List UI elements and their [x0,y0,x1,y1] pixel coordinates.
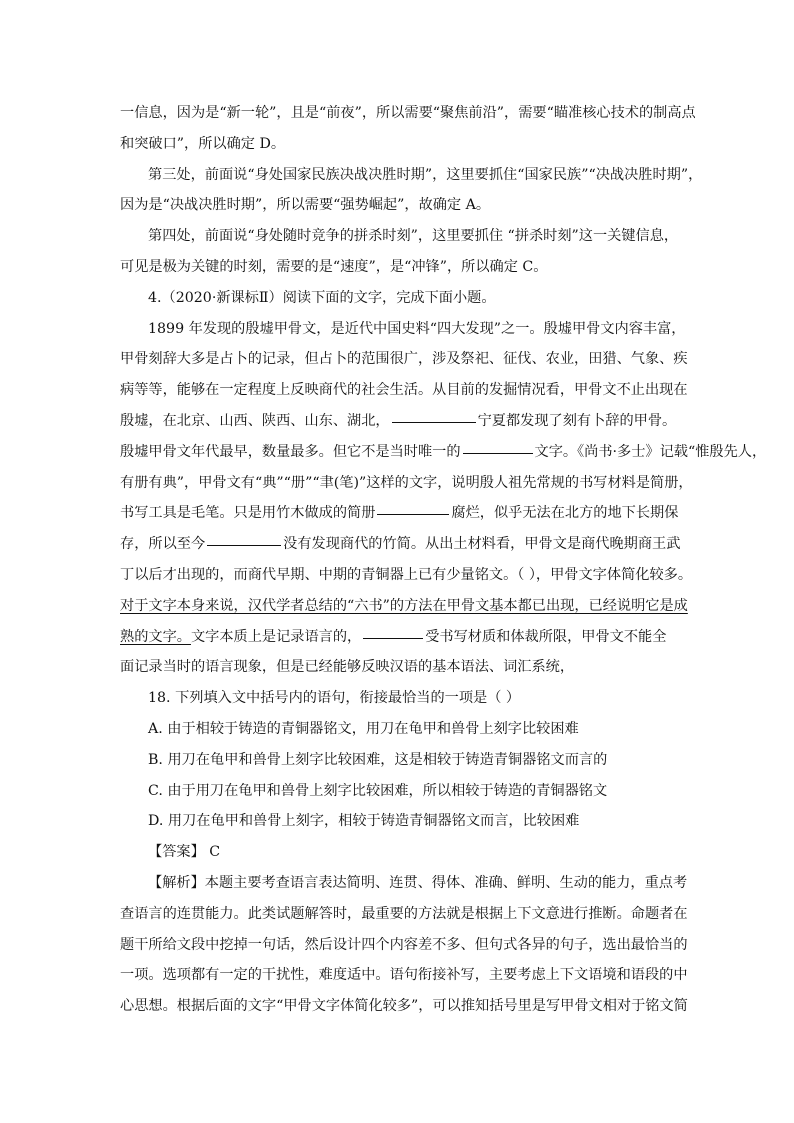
passage-segment: 书写工具是毛笔。只是用竹木做成的简册 [120,505,376,522]
option-d: D. 用刀在龟甲和兽骨上刻字，相较于铸造青铜器铭文而言，比较困难 [148,813,580,830]
passage-line: 甲骨刻辞大多是占卜的记录，但占卜的范围很广，涉及祭祀、征伐、农业，田猎、气象、疾 [120,351,688,368]
fill-blank [377,513,449,515]
passage-line [120,529,680,560]
passage-line: 面记录当时的语言现象，但是已经能够反映汉语的基本语法、词汇系统， [120,659,575,676]
passage-segment: 殷墟，在北京、山西、陕西、山东、湖北， [120,412,390,429]
passage-segment: 没有发现商代的竹简。从出土材料看，甲骨文是商代晚期商王武 [283,536,681,553]
option-c: C. 由于用刀在龟甲和兽骨上刻字比较困难，所以相较于铸造的青铜器铭文 [148,782,608,799]
question-stem: 18. 下列填入文中括号内的语句，衔接最恰当的一项是（ ） [148,690,521,707]
analysis-line: 心思想。根据后面的文字“甲骨文字体简化较多”，可以推知括号里是写甲骨文相对于铭文简 [120,998,688,1015]
document-body [120,98,767,1022]
fill-blank [363,637,423,639]
text-line: 和突破口”，所以确定 D。 [120,135,286,152]
passage-segment: 宁夏都发现了刻有卜辞的甲骨。 [477,412,677,429]
option-a: A. 由于相较于铸造的青铜器铭文，用刀在龟甲和兽骨上刻字比较困难 [148,720,579,737]
passage-segment: 文字本质上是记录语言的， [190,628,362,645]
passage-segment: 存，所以至今 [120,536,206,553]
passage-line: 病等等，能够在一定程度上反映商代的社会生活。从目前的发掘情况看，甲骨文不止出现在 [120,382,688,399]
text-line: 第四处，前面说“身处随时竞争的拼杀时刻”，这里要抓住 “拼杀时刻”这一关键信息， [148,228,679,245]
text-line: 可见是极为关键的时刻，需要的是“速度”，是“冲锋”，所以确定 C。 [120,258,548,275]
analysis-line: 查语言的连贯能力。此类试题解答时，最重要的方法就是根据上下文意进行推断。命题者在 [120,905,688,922]
analysis-line: 【解析】本题主要考查语言表达简明、连贯、得体、准确、鲜明、生动的能力，重点考 [148,874,688,891]
passage-line-underlined: 对于文字本身来说，汉代学者总结的“六书”的方法在甲骨文基本都已出现，已经说明它是成 [120,597,688,614]
passage-line [120,498,680,529]
passage-line [120,437,767,468]
passage-line [120,622,680,653]
answer-line [120,837,680,868]
passage-segment: 殷墟甲骨文年代最早，数量最多。但它不是当时唯一的 [120,443,461,460]
fill-blank [392,421,476,423]
answer-value: C [209,844,221,861]
fill-blank [207,544,281,546]
option-b: B. 用刀在龟甲和兽骨上刻字比较困难，这是相较于铸造青铜器铭文而言的 [148,751,608,768]
question-header: 4.（2020·新课标Ⅱ）阅读下面的文字，完成下面小题。 [148,289,496,306]
text-line: 第三处，前面说“身处国家民族决战决胜时期”，这里要抓住“国家民族”“决战决胜时期”， [148,166,703,183]
text-line: 一信息，因为是“新一轮”，且是“前夜”，所以需要“聚焦前沿”，需要“瞄准核心技术的制高点 [120,105,696,121]
passage-line [120,406,680,437]
passage-line: 丁以后才出现的，而商代早期、中期的青铜器上已有少量铭文。（ ），甲骨文字体简化较多。 [120,566,693,583]
analysis-line: 一项。选项都有一定的干扰性，难度适中。语句衔接补写，主要考虑上下文语境和语段的中 [120,967,688,984]
passage-line: 有册有典”，甲骨文有“典”“册”“聿(笔)”这样的文字，说明殷人祖先常规的书写材料是简册， [120,474,693,491]
passage-segment: 受书写材质和体裁所限，甲骨文不能全 [425,628,667,645]
passage-line: 1899 年发现的殷墟甲骨文，是近代中国史料“四大发现”之一。殷墟甲骨文内容丰富， [148,320,686,337]
passage-segment: 文字。《尚书·多士》记载“惟殷先人， [534,443,767,460]
passage-segment: 腐烂，似乎无法在北方的地下长期保 [451,505,679,522]
passage-segment-underlined: 熟的文字。 [120,628,191,645]
text-line: 因为是“决战决胜时期”，所以需要“强势崛起”，故确定 A。 [120,197,491,214]
answer-label: 【答案】 [148,844,205,861]
analysis-line: 题干所给文段中挖掉一句话，然后设计四个内容差不多、但句式各异的句子，选出最恰当的 [120,936,688,953]
fill-blank [463,452,533,454]
